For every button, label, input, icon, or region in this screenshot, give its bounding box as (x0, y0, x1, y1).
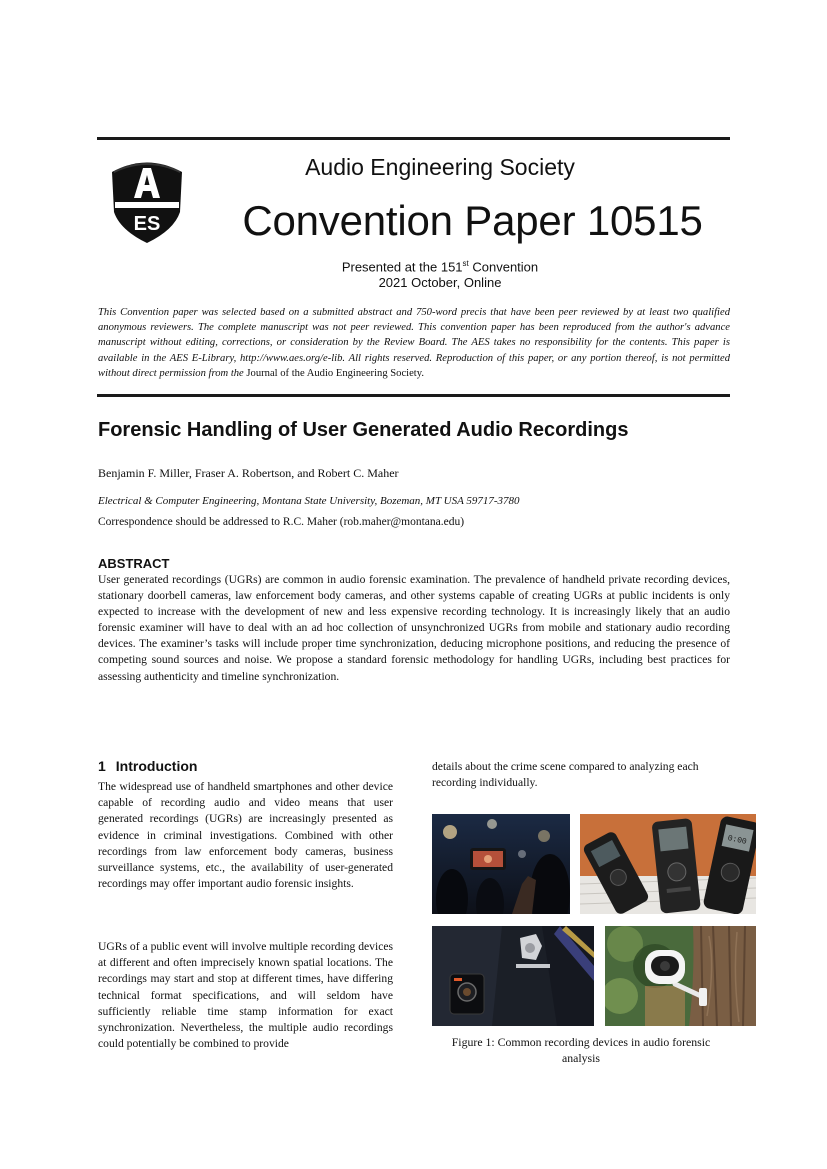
correspondence: Correspondence should be addressed to R.C. Maher (rob.maher@montana.edu) (98, 516, 465, 528)
bottom-rule (97, 394, 730, 397)
top-rule (97, 137, 730, 140)
intro-paragraph-1: The widespread use of handheld smartphones and other device capable of recording audio and video means that user generated recordings (UGRs) are increasingly presented as evidence in criminal investigations. Combined with other recordings from law enforcement body cameras, business surveillance systems, etc., the availability of user-generated recordings may offer important audio forensic insights. (98, 780, 393, 891)
logo-initials: ES (133, 213, 161, 235)
abstract-text: User generated recordings (UGRs) are common in audio forensic examination. The prevalence of handheld private recording devices, stationary doorbell cameras, law enforcement body cameras, and other systems capable of creating UGRs at public incidents is only expected to increase with the development of new and less expensive recording technology. It is increasingly likely that an audio forensic examiner will have to deal with an ad hoc collection of unsynchronized UGRs from mobile and stationary audio recording devices. The examiner’s tasks will include proper time synchronization, deducing microphone positions, and reducing the presence of competing sound sources and noise. We propose a standard forensic methodology for handling UGRs, including best practices for assessing authenticity and timeline synchronization. (98, 573, 730, 683)
aes-shield-logo (110, 156, 184, 244)
police-bodycam-photo (432, 926, 594, 1026)
abstract-heading: ABSTRACT (98, 556, 170, 571)
intro-paragraph-continued: details about the crime scene compared to analyzing each recording individually. (432, 760, 699, 790)
doorbell-camera-photo (605, 926, 756, 1026)
recorder-display: 0:00 (726, 834, 748, 847)
date-place: 2021 October, Online (378, 275, 502, 291)
convention-paper-title: Convention Paper 10515 (242, 197, 703, 244)
affiliation: Electrical & Computer Engineering, Montana State University, Bozeman, MT USA 59717-3780 (98, 495, 520, 507)
intro-paragraph-2: UGRs of a public event will involve multiple recording devices at different and often imprecisely known spatial locations. The recordings may start and stop at different times, have differing technical format specifications, and will seldom have sufficiently reliable time stamp information for exact synchronization. Nevertheless, the multiple audio recordings could potentially be combined to provide (98, 940, 393, 1051)
presented-info: Presented at the 151st Convention 2021 October, Online (250, 256, 630, 291)
figure-caption: Figure 1: Common recording devices in audio forensic analysis (451, 1035, 711, 1065)
society-name: Audio Engineering Society (305, 154, 575, 180)
authors: Benjamin F. Miller, Fraser A. Robertson, and Robert C. Maher (98, 466, 399, 480)
article-title: Forensic Handling of User Generated Audio Recordings (98, 419, 629, 441)
handheld-recorders-photo (580, 814, 756, 914)
disclaimer: This Convention paper was selected based on a submitted abstract and 750-word precis that have been peer reviewed by at least two qualified anonymous reviewers. The complete manuscript was not peer reviewed. This convention paper has been reproduced from the author's advance manuscript without editing, corrections, or consideration by the Review Board. The AES takes no responsibility for the contents. This paper is available in the AES E-Library, http://www.aes.org/e-lib. All rights reserved. Reproduction of this paper, or any portion thereof, is not permitted without direct permission from the Journal of the Audio Engineering Society. (98, 307, 730, 379)
section-heading: 1 Introduction (98, 758, 198, 774)
crowd-smartphone-photo (432, 814, 570, 914)
